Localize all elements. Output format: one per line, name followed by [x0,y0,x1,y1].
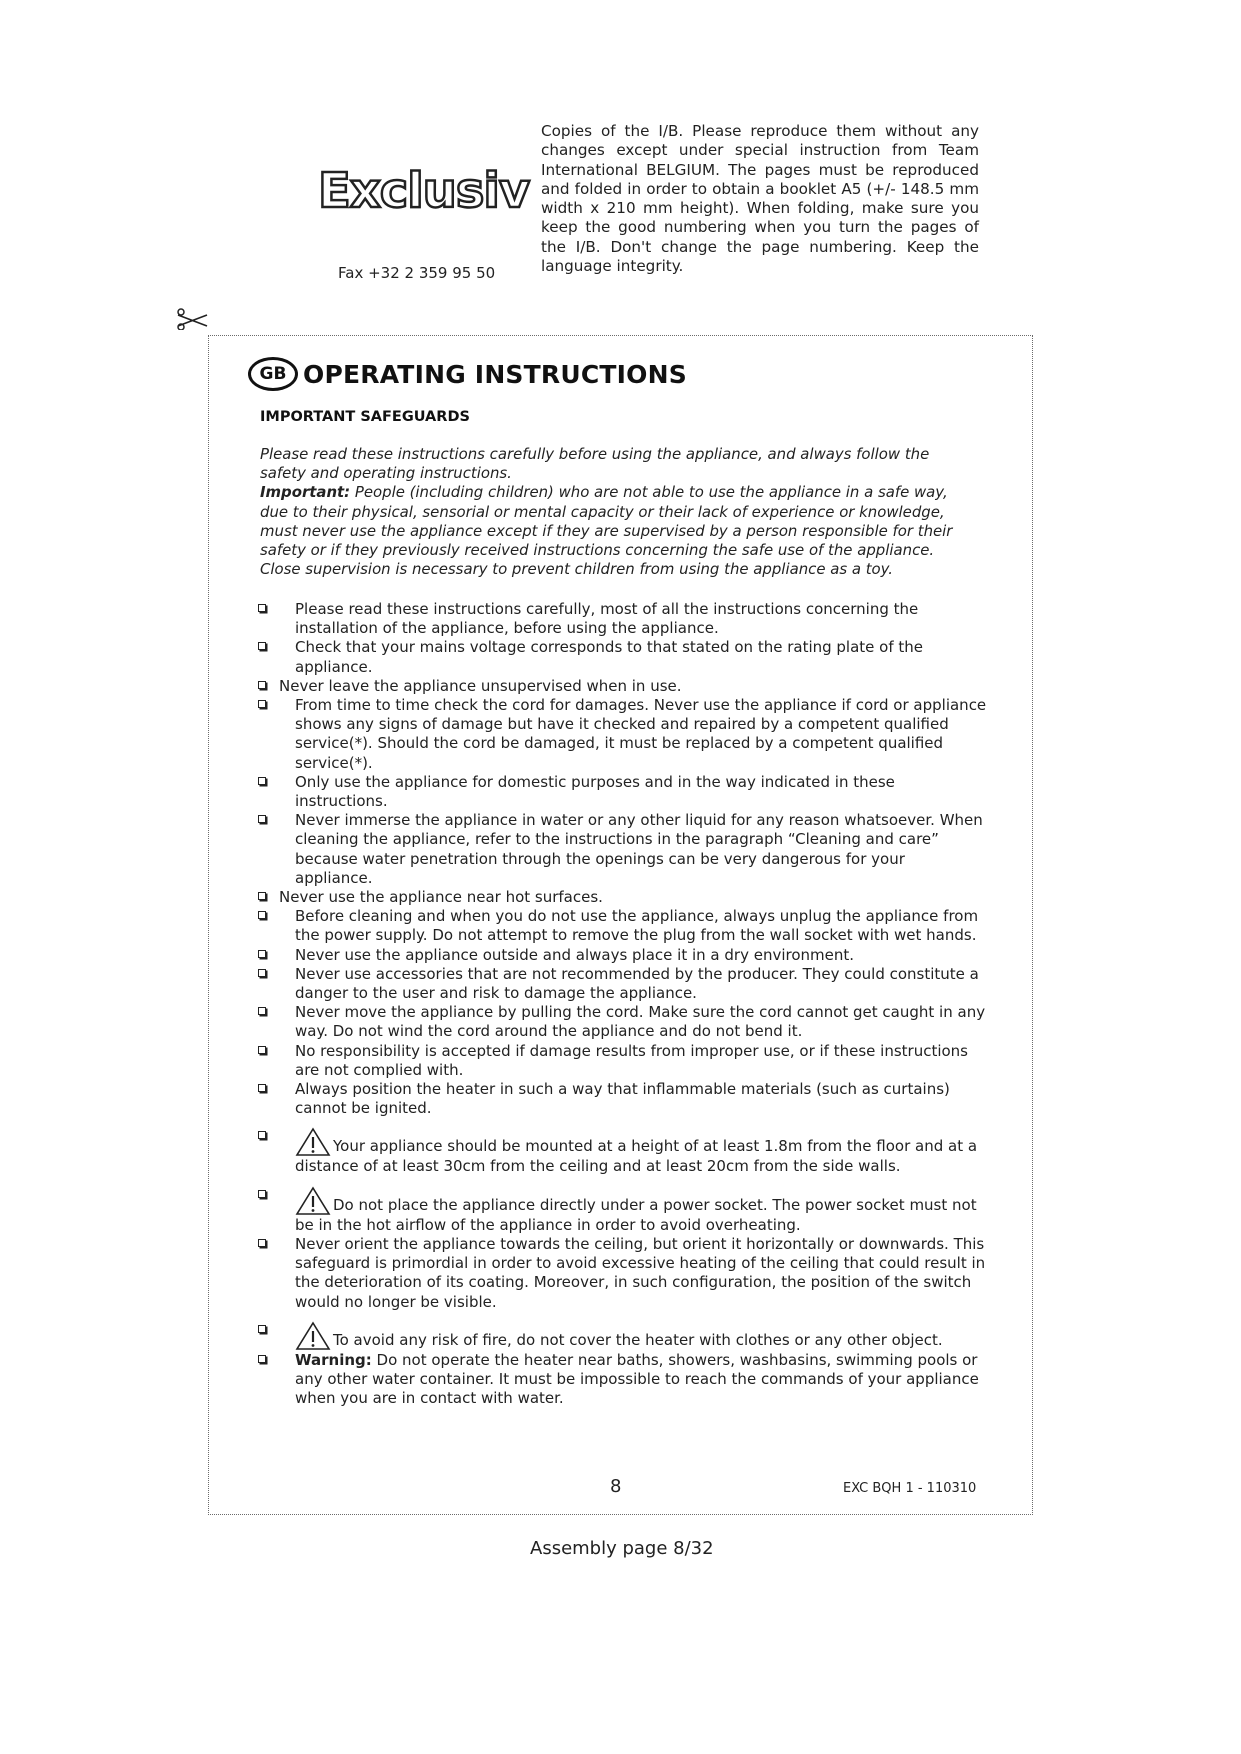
list-item: Do not place the appliance directly under a power socket. The power socket must not be in the hot airflow of the appliance in order to avoid overheating. [257,1186,987,1235]
important-label: Important: [260,483,351,502]
section-heading [248,354,687,394]
checkbox-bullet-icon [258,1007,266,1015]
checkbox-bullet-icon [258,1190,266,1198]
checkbox-bullet-icon [258,892,266,900]
scissors-icon [176,306,210,330]
list-item: Never leave the appliance unsupervised when in use. [257,677,987,696]
checkbox-bullet-icon [258,815,266,823]
intro-paragraph: Please read these instructions carefully before using the appliance, and always follow the safety and operating instructions. [260,445,930,483]
gb-badge: GB [248,357,298,391]
important-text: People (including children) who are not able to use the appliance in a safe way, due to their physical, sensorial or mental capacity or their lack of experience or knowledge, must never use the appliance except if they are supervised by a person responsible for their safety or if they previously received instructions concerning the safe use of the appliance. Close supervision is necessary to prevent children from using the appliance as a toy. [260,483,953,579]
checkbox-bullet-icon [258,1131,266,1139]
copies-note: Copies of the I/B. Please reproduce them without any changes except under special instruction from Team International BELGIUM. The pages must be reproduced and folded in order to obtain a booklet A5 (+/- 148.5 mm width x 210 mm height). When folding, make sure you keep the good numbering when you turn the pages of the I/B. Don't change the page numbering. Keep the language integrity. [541,122,979,276]
safeguards-list [257,600,987,1408]
list-item: Always position the heater in such a way that inflammable materials (such as curtains) cannot be ignited. [257,1080,987,1118]
checkbox-bullet-icon [258,777,266,785]
page-number: 8 [610,1476,622,1497]
warning-triangle-icon [295,1127,331,1157]
section-subtitle: IMPORTANT SAFEGUARDS [260,409,470,425]
checkbox-bullet-icon [258,681,266,689]
list-item: Only use the appliance for domestic purposes and in the way indicated in these instructions. [257,773,987,811]
list-item: Never immerse the appliance in water or any other liquid for any reason whatsoever. When cleaning the appliance, refer to the instructions in the paragraph “Cleaning and care” because water penetration through the openings can be very dangerous for your appliance. [257,811,987,888]
warning-label: Warning: [295,1350,372,1369]
checkbox-bullet-icon [258,700,266,708]
list-item: Before cleaning and when you do not use the appliance, always unplug the appliance from the power supply. Do not attempt to remove the plug from the wall socket with wet hands. [257,907,987,945]
checkbox-bullet-icon [258,1084,266,1092]
list-item: Never use the appliance outside and always place it in a dry environment. [257,946,987,965]
list-item: From time to time check the cord for damages. Never use the appliance if cord or appliance shows any signs of damage but have it checked and repaired by a competent qualified service(*). Should the cord be damaged, it must be replaced by a competent qualified service(*). [257,696,987,773]
list-item: Never orient the appliance towards the ceiling, but orient it horizontally or downwards. This safeguard is primordial in order to avoid excessive heating of the ceiling that could result in the deterioration of its coating. Moreover, in such configuration, the position of the switch would no longer be visible. [257,1235,987,1312]
checkbox-bullet-icon [258,604,266,612]
checkbox-bullet-icon [258,1325,266,1333]
checkbox-bullet-icon [258,969,266,977]
document-code: EXC BQH 1 - 110310 [843,1481,977,1496]
checkbox-bullet-icon [258,911,266,919]
list-item: To avoid any risk of fire, do not cover the heater with clothes or any other object. [257,1321,987,1351]
checkbox-bullet-icon [258,1355,266,1363]
list-item: Never use the appliance near hot surfaces. [257,888,987,907]
brand-logo: Exclusiv [318,163,530,219]
warning-triangle-icon [295,1321,331,1351]
checkbox-bullet-icon [258,1046,266,1054]
page-title: OPERATING INSTRUCTIONS [303,359,687,389]
checkbox-bullet-icon [258,950,266,958]
list-item: Your appliance should be mounted at a height of at least 1.8m from the floor and at a distance of at least 30cm from the ceiling and at least 20cm from the side walls. [257,1127,987,1176]
assembly-page: Assembly page 8/32 [530,1538,714,1559]
fax-number: Fax +32 2 359 95 50 [338,264,496,282]
checkbox-bullet-icon [258,642,266,650]
list-item: Never move the appliance by pulling the cord. Make sure the cord cannot get caught in any way. Do not wind the cord around the appliance and do not bend it. [257,1003,987,1041]
intro-text [260,445,965,579]
list-item: Never use accessories that are not recommended by the producer. They could constitute a danger to the user and risk to damage the appliance. [257,965,987,1003]
warning-triangle-icon [295,1186,331,1216]
list-item: Please read these instructions carefully, most of all the instructions concerning the installation of the appliance, before using the appliance. [257,600,987,638]
checkbox-bullet-icon [258,1239,266,1247]
important-paragraph [260,483,965,579]
list-item: No responsibility is accepted if damage results from improper use, or if these instructions are not complied with. [257,1042,987,1080]
list-item: Warning: Do not operate the heater near baths, showers, washbasins, swimming pools or any other water container. It must be impossible to reach the commands of your appliance when you are in contact with water. [257,1351,987,1409]
list-item: Check that your mains voltage corresponds to that stated on the rating plate of the appliance. [257,638,987,676]
